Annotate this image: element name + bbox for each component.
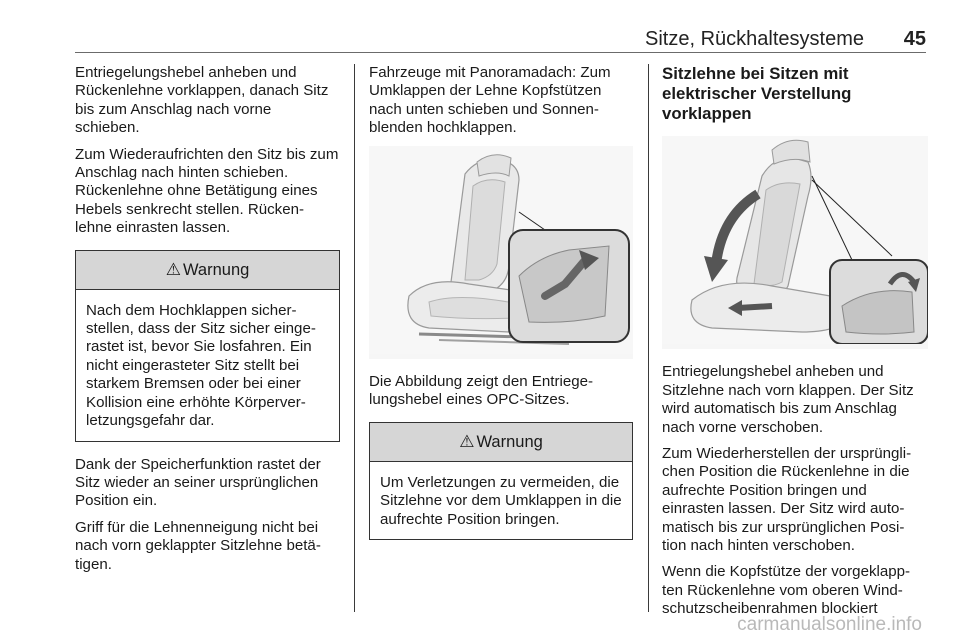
warning-text: Um Verletzungen zu vermeiden, die Sitzlehne vor dem Umklappen in die aufrechte Position bringen. [380, 473, 622, 528]
column-divider [354, 64, 355, 612]
warning-text: Nach dem Hochklappen sicher-stellen, dass der Sitz sicher einge-rastet ist, bevor Sie losfahren. Ein nicht eingerasteter Sitz stellt bei starkem Bremsen oder bei einer Kollision eine erhöhte Körperver-letzungsgefahr dar. [86, 301, 316, 430]
warning-box [369, 422, 633, 540]
electric-seat-image [662, 136, 928, 344]
page-header [75, 26, 926, 53]
column-middle [369, 64, 633, 554]
paragraph: Zum Wiederherstellen der ursprüngli-chen Position die Rückenlehne in die aufrechte Position bringen und einrasten lassen. Der Sitz wird auto-matisch bis zur ursprünglichen Posi-tion nach hinten verschoben. [662, 445, 912, 555]
warning-box [75, 250, 340, 442]
column-divider [648, 64, 649, 612]
warning-icon: ⚠ [165, 259, 181, 279]
paragraph: Dank der Speicherfunktion rastet der Sitz wieder an seiner ursprünglichen Position ein. [75, 455, 321, 510]
paragraph: Fahrzeuge mit Panoramadach: Zum Umklappen der Lehne Kopfstützen nach unten schieben und Sonnen-blenden hochklappen. [369, 64, 611, 137]
figure-caption: Die Abbildung zeigt den Entriege-lungshebel eines OPC-Sitzes. [369, 373, 594, 409]
section-title: Sitze, Rückhaltesysteme [645, 28, 864, 50]
seat-illustration-electric [662, 136, 928, 349]
opc-seat-lever-image [369, 146, 633, 354]
column-right [662, 64, 928, 627]
column-left [75, 64, 340, 582]
warning-header [370, 423, 632, 462]
seat-illustration-opc [369, 146, 633, 359]
section-heading: Sitzlehne bei Sitzen mit elektrischer Verstellung vorklappen [662, 64, 852, 123]
warning-icon: ⚠ [459, 431, 475, 451]
warning-header [76, 251, 339, 290]
paragraph: Entriegelungshebel anheben und Rückenlehne vorklappen, danach Sitz bis zum Anschlag nach vorne schieben. [75, 64, 329, 137]
warning-title: Warnung [182, 260, 250, 279]
paragraph: Griff für die Lehnenneigung nicht bei nach vorn geklappter Sitzlehne betä-tigen. [75, 518, 321, 573]
paragraph: Wenn die Kopfstütze der vorgeklapp-ten Rückenlehne vom oberen Wind-schutzscheibenrahmen blockiert [662, 563, 911, 618]
watermark: carmanualsonline.info [737, 614, 922, 635]
paragraph: Zum Wiederaufrichten den Sitz bis zum Anschlag nach hinten schieben. Rückenlehne ohne Betätigung eines Hebels senkrecht stellen. Rücken-lehne einrasten lassen. [75, 145, 339, 237]
paragraph: Entriegelungshebel anheben und Sitzlehne nach vorn klappen. Der Sitz wird automatisch bis zum Anschlag nach vorne verschoben. [662, 363, 914, 436]
page-number: 45 [903, 28, 926, 50]
warning-title: Warnung [476, 432, 543, 451]
